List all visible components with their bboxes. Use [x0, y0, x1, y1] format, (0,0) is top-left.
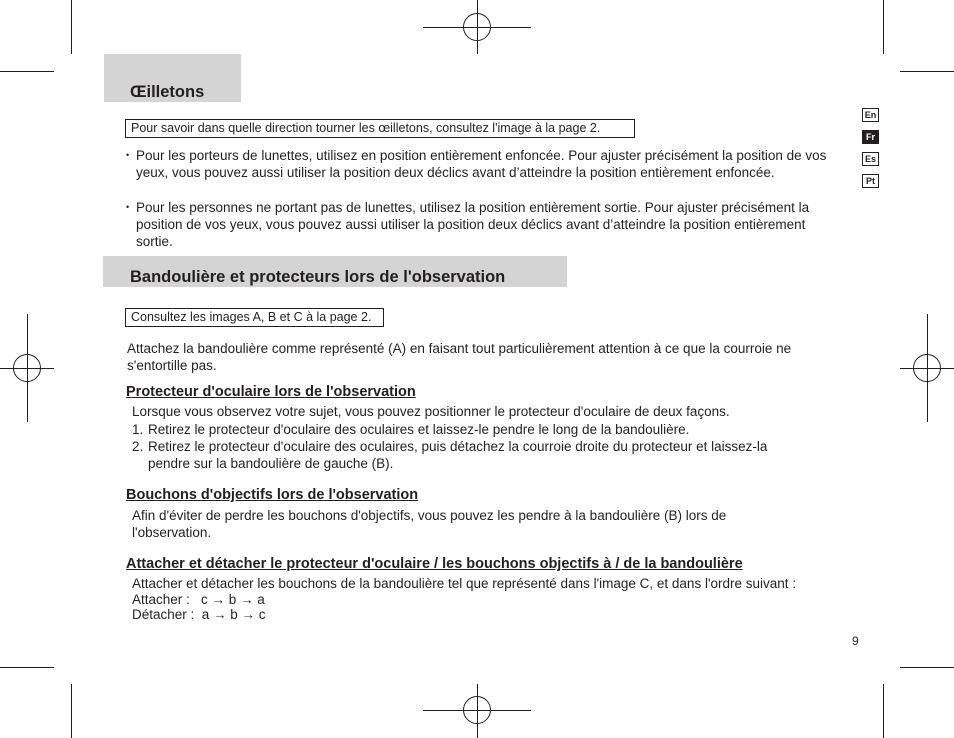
bullet-dot-icon: • [126, 150, 130, 160]
subheading-lens-caps: Bouchons d'objectifs lors de l'observation [126, 487, 419, 503]
registration-mark-right [913, 354, 941, 382]
registration-mark-left [13, 354, 41, 382]
bullet-dot-icon: • [126, 202, 130, 212]
language-tab-en: En [862, 108, 879, 122]
detach-order: Détacher : a → b → c [132, 607, 266, 622]
registration-mark-bottom [463, 696, 491, 724]
subheading-eyepiece-protector: Protecteur d'oculaire lors de l'observation [126, 384, 416, 400]
attach-detach-lead: Attacher et détacher les bouchons de la bandoulière tel que représenté dans l'image C, et dans l'ordre suivant : [132, 576, 797, 591]
subheading-attach-detach: Attacher et détacher le protecteur d'oculaire / les bouchons objectifs à / de la bandoulière [126, 556, 743, 572]
language-tab-pt: Pt [862, 174, 879, 188]
registration-mark-top [463, 13, 491, 41]
strap-intro: Attachez la bandoulière comme représenté (A) en faisant tout particulièrement attention à ce que la courroie ne s'entortille pas. [127, 341, 792, 373]
eyepiece-protector-lead: Lorsque vous observez votre sujet, vous pouvez positionner le protecteur d'oculaire de deux façons. [132, 404, 730, 419]
attach-order: Attacher : c → b → a [132, 592, 265, 607]
language-tab-fr: Fr [862, 130, 879, 144]
language-tab-es: Es [862, 152, 879, 166]
reference-note-strap: Consultez les images A, B et C à la page 2. [125, 308, 384, 327]
reference-note-eyecups: Pour savoir dans quelle direction tourner les œilletons, consultez l'image à la page 2. [125, 119, 635, 138]
section-title-strap: Bandoulière et protecteurs lors de l'observation [130, 268, 506, 286]
section-title-eyecups: Œilletons [130, 83, 205, 101]
page-number: 9 [852, 634, 859, 648]
lens-caps-text: Afin d'éviter de perdre les bouchons d'objectifs, vous pouvez les pendre à la bandoulière (B) lors de l'observation. [132, 508, 727, 540]
